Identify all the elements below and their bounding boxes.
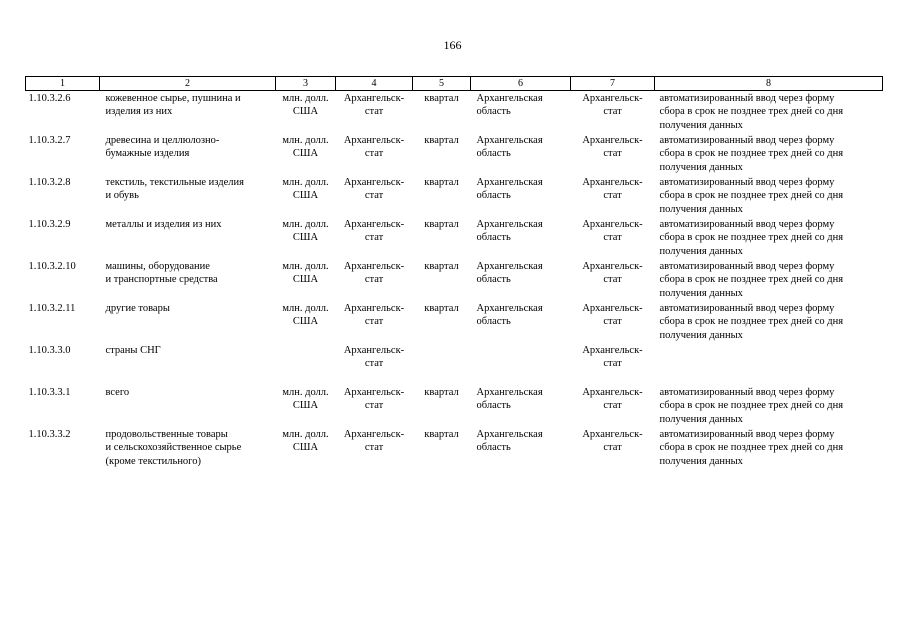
unit xyxy=(276,343,336,385)
source: Архангельск- стат xyxy=(343,93,405,118)
responsible: Архангельск- стат xyxy=(582,303,643,328)
unit: млн. долл. США xyxy=(282,387,329,412)
input-method: автоматизированный ввод через форму сбора в срок не позднее трех дней со дня получения данных xyxy=(659,93,844,131)
indicator-code: 1.10.3.2.11 xyxy=(28,303,76,314)
indicator-name: продовольственные товары и сельскохозяйственное сырье (кроме текстильного) xyxy=(105,429,242,467)
territory: Архангельская область xyxy=(476,303,543,328)
column-header: 1 xyxy=(26,77,100,91)
column-header: 4 xyxy=(336,77,413,91)
unit: млн. долл. США xyxy=(282,219,329,244)
input-method: автоматизированный ввод через форму сбора в срок не позднее трех дней со дня получения данных xyxy=(659,261,844,299)
column-header: 8 xyxy=(655,77,883,91)
territory: Архангельская область xyxy=(476,219,543,244)
input-method xyxy=(655,343,883,385)
column-header: 7 xyxy=(571,77,655,91)
table-row xyxy=(26,91,883,134)
table-row xyxy=(26,259,883,301)
indicator-code: 1.10.3.3.1 xyxy=(28,387,71,398)
table-row xyxy=(26,301,883,343)
source: Архангельск- стат xyxy=(343,135,405,160)
indicator-code: 1.10.3.2.10 xyxy=(28,261,76,272)
responsible: Архангельск- стат xyxy=(582,345,643,370)
input-method: автоматизированный ввод через форму сбора в срок не позднее трех дней со дня получения данных xyxy=(659,177,844,215)
unit: млн. долл. США xyxy=(282,177,329,202)
column-header: 3 xyxy=(276,77,336,91)
territory: Архангельская область xyxy=(476,93,543,118)
period xyxy=(413,343,471,385)
period: квартал xyxy=(424,429,459,440)
source: Архангельск- стат xyxy=(343,177,405,202)
indicator-name: машины, оборудование и транспортные средства xyxy=(105,261,218,286)
table-row xyxy=(26,175,883,217)
indicator-code: 1.10.3.2.8 xyxy=(28,177,71,188)
territory xyxy=(471,343,571,385)
table-row xyxy=(26,217,883,259)
unit: млн. долл. США xyxy=(282,93,329,118)
source: Архангельск- стат xyxy=(343,429,405,454)
input-method: автоматизированный ввод через форму сбора в срок не позднее трех дней со дня получения данных xyxy=(659,219,844,257)
indicator-name: всего xyxy=(105,387,130,398)
territory: Архангельская область xyxy=(476,387,543,412)
indicators-table xyxy=(25,76,883,469)
unit: млн. долл. США xyxy=(282,429,329,454)
table-row xyxy=(26,133,883,175)
period: квартал xyxy=(424,261,459,272)
indicator-code: 1.10.3.3.2 xyxy=(28,429,71,440)
source: Архангельск- стат xyxy=(343,345,405,370)
unit: млн. долл. США xyxy=(282,261,329,286)
column-header: 6 xyxy=(471,77,571,91)
responsible: Архангельск- стат xyxy=(582,387,643,412)
period: квартал xyxy=(424,219,459,230)
territory: Архангельская область xyxy=(476,429,543,454)
indicator-name: древесина и целлюлозно- бумажные изделия xyxy=(105,135,220,160)
responsible: Архангельск- стат xyxy=(582,429,643,454)
indicator-code: 1.10.3.3.0 xyxy=(28,345,71,356)
table-row xyxy=(26,343,883,385)
indicator-name: другие товары xyxy=(105,303,170,314)
indicator-code: 1.10.3.2.9 xyxy=(28,219,71,230)
indicator-name: текстиль, текстильные изделия и обувь xyxy=(105,177,244,202)
input-method: автоматизированный ввод через форму сбора в срок не позднее трех дней со дня получения данных xyxy=(659,135,844,173)
source: Архангельск- стат xyxy=(343,261,405,286)
column-number-header-row xyxy=(26,77,883,91)
table-row xyxy=(26,385,883,427)
indicator-name: металлы и изделия из них xyxy=(105,219,222,230)
indicator-name: кожевенное сырье, пушнина и изделия из них xyxy=(105,93,241,118)
column-header: 2 xyxy=(100,77,276,91)
indicator-code: 1.10.3.2.6 xyxy=(28,93,71,104)
indicator-name: страны СНГ xyxy=(105,345,161,356)
period: квартал xyxy=(424,303,459,314)
responsible: Архангельск- стат xyxy=(582,219,643,244)
page-number: 166 xyxy=(443,38,462,52)
source: Архангельск- стат xyxy=(343,219,405,244)
source: Архангельск- стат xyxy=(343,387,405,412)
source: Архангельск- стат xyxy=(343,303,405,328)
indicator-code: 1.10.3.2.7 xyxy=(28,135,71,146)
unit: млн. долл. США xyxy=(282,303,329,328)
territory: Архангельская область xyxy=(476,135,543,160)
responsible: Архангельск- стат xyxy=(582,135,643,160)
period: квартал xyxy=(424,135,459,146)
territory: Архангельская область xyxy=(476,261,543,286)
input-method: автоматизированный ввод через форму сбора в срок не позднее трех дней со дня получения данных xyxy=(659,387,844,425)
period: квартал xyxy=(424,177,459,188)
input-method: автоматизированный ввод через форму сбора в срок не позднее трех дней со дня получения данных xyxy=(659,429,844,467)
territory: Архангельская область xyxy=(476,177,543,202)
period: квартал xyxy=(424,387,459,398)
period: квартал xyxy=(424,93,459,104)
responsible: Архангельск- стат xyxy=(582,261,643,286)
table-row xyxy=(26,427,883,469)
column-header: 5 xyxy=(413,77,471,91)
responsible: Архангельск- стат xyxy=(582,93,643,118)
responsible: Архангельск- стат xyxy=(582,177,643,202)
unit: млн. долл. США xyxy=(282,135,329,160)
input-method: автоматизированный ввод через форму сбора в срок не позднее трех дней со дня получения данных xyxy=(659,303,844,341)
